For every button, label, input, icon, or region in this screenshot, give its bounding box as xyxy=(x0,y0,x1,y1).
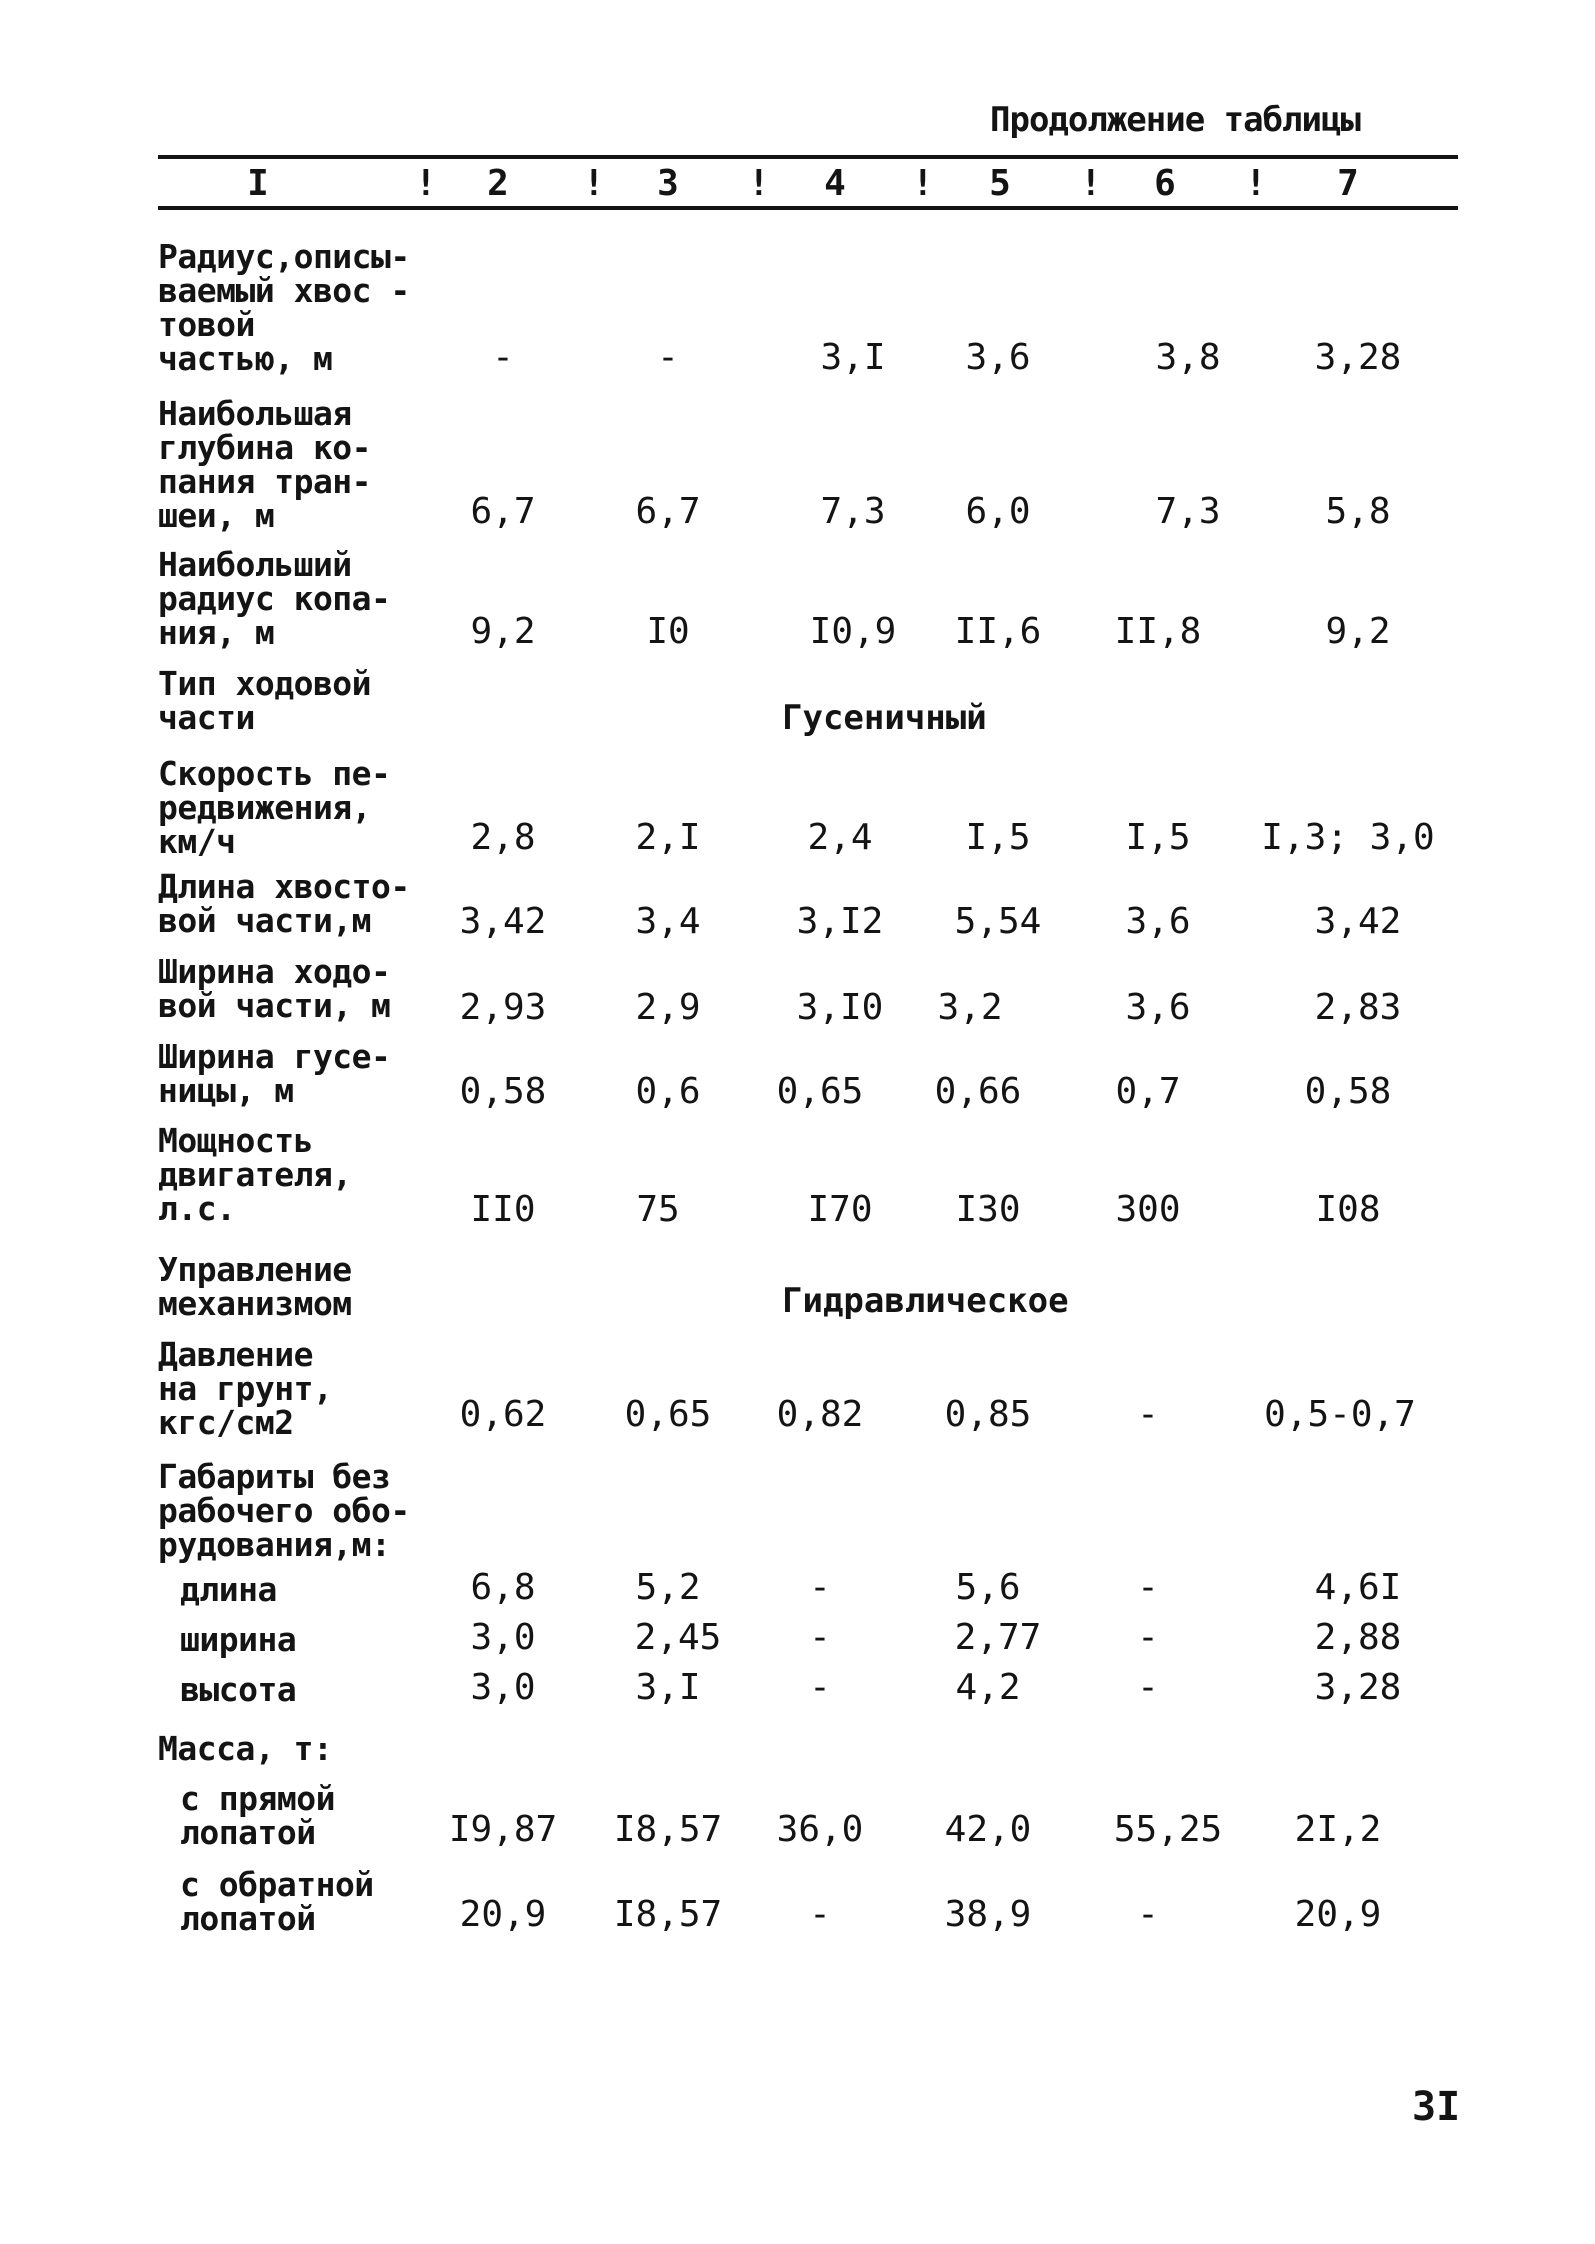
header-col-7: 7 xyxy=(1337,163,1359,204)
row-label: Скорость пе- редвижения, км/ч xyxy=(158,754,391,861)
table-cell: 6,7 xyxy=(470,491,536,532)
row-label: Ширина гусе- ницы, м xyxy=(158,1037,391,1110)
table-cell: 0,65 xyxy=(776,1071,864,1112)
table-cell: 3,I0 xyxy=(796,987,884,1028)
table-top-rule xyxy=(158,155,1458,159)
table-cell: 3,6 xyxy=(1125,987,1191,1028)
row-label: Наибольшая глубина ко- пания тран- шеи, м xyxy=(158,394,372,535)
row-label: Управление механизмом xyxy=(158,1250,352,1323)
table-cell: 2,I xyxy=(635,817,701,858)
table-cell: 0,58 xyxy=(459,1071,547,1112)
table-cell: 3,6 xyxy=(1125,901,1191,942)
table-cell: 7,3 xyxy=(1155,491,1221,532)
header-col-1: I xyxy=(247,163,269,204)
table-cell: II,8 xyxy=(1114,611,1202,652)
table-cell: 3,I xyxy=(820,337,886,378)
table-cell: - xyxy=(1137,1667,1159,1708)
table-cell: I08 xyxy=(1315,1189,1381,1230)
table-cell: 2I,2 xyxy=(1294,1809,1382,1850)
table-cell: 0,82 xyxy=(776,1394,864,1435)
header-separator: ! xyxy=(912,163,934,204)
row-label: Наибольший радиус копа- ния, м xyxy=(158,545,391,652)
row-label: Давление на грунт, кгс/см2 xyxy=(158,1335,333,1442)
row-label: с прямой лопатой xyxy=(180,1779,335,1852)
table-header-rule xyxy=(158,206,1458,210)
table-cell: 38,9 xyxy=(944,1894,1032,1935)
table-cell: - xyxy=(492,337,514,378)
header-separator: ! xyxy=(583,163,605,204)
table-cell: 0,6 xyxy=(635,1071,701,1112)
table-cell: - xyxy=(809,1667,831,1708)
table-cell: 0,65 xyxy=(624,1394,712,1435)
table-cell: - xyxy=(809,1894,831,1935)
table-cell: 36,0 xyxy=(776,1809,864,1850)
table-cell: 300 xyxy=(1115,1189,1181,1230)
table-cell: II0 xyxy=(470,1189,536,1230)
table-cell: 3,28 xyxy=(1314,1667,1402,1708)
table-cell: 2,45 xyxy=(634,1617,722,1658)
row-label: Длина хвосто- вой части,м xyxy=(158,867,410,940)
table-cell: - xyxy=(1137,1617,1159,1658)
table-cell: 3,4 xyxy=(635,901,701,942)
spanning-value: Гидравлическое xyxy=(782,1281,1069,1321)
header-separator: ! xyxy=(415,163,437,204)
table-cell: - xyxy=(809,1617,831,1658)
row-label: Мощность двигателя, л.с. xyxy=(158,1121,352,1228)
table-cell: 0,85 xyxy=(944,1394,1032,1435)
table-cell: 2,4 xyxy=(807,817,873,858)
table-cell: 3,28 xyxy=(1314,337,1402,378)
table-cell: I,5 xyxy=(1125,817,1191,858)
spanning-value: Гусеничный xyxy=(782,698,987,738)
table-cell: 0,7 xyxy=(1115,1071,1181,1112)
table-cell: 4,6I xyxy=(1314,1567,1402,1608)
table-cell: 55,25 xyxy=(1113,1809,1223,1850)
table-caption: Продолжение таблицы xyxy=(990,100,1360,140)
table-cell: I8,57 xyxy=(613,1894,723,1935)
table-cell: I0 xyxy=(646,611,690,652)
table-cell: I,5 xyxy=(965,817,1031,858)
row-label: Габариты без рабочего обо- рудования,м: xyxy=(158,1457,410,1564)
table-cell: 0,62 xyxy=(459,1394,547,1435)
row-label: длина xyxy=(180,1570,277,1609)
table-cell: II,6 xyxy=(954,611,1042,652)
header-col-5: 5 xyxy=(989,163,1011,204)
row-label: Радиус,описы- ваемый хвос - товой частью, м xyxy=(158,237,410,378)
table-cell: 6,8 xyxy=(470,1567,536,1608)
table-cell: 0,66 xyxy=(934,1071,1022,1112)
table-cell: 9,2 xyxy=(470,611,536,652)
table-cell: 0,5-0,7 xyxy=(1264,1394,1416,1435)
table-cell: 9,2 xyxy=(1325,611,1391,652)
row-label: Масса, т: xyxy=(158,1729,333,1768)
table-cell: 2,8 xyxy=(470,817,536,858)
header-col-6: 6 xyxy=(1154,163,1176,204)
row-label: Тип ходовой части xyxy=(158,664,372,737)
table-cell: I8,57 xyxy=(613,1809,723,1850)
row-label: высота xyxy=(180,1670,297,1709)
table-cell: 3,0 xyxy=(470,1667,536,1708)
table-cell: - xyxy=(809,1567,831,1608)
table-cell: 42,0 xyxy=(944,1809,1032,1850)
row-label: с обратной лопатой xyxy=(180,1865,374,1938)
table-cell: 2,93 xyxy=(459,987,547,1028)
table-cell: 5,54 xyxy=(954,901,1042,942)
table-cell: 2,83 xyxy=(1314,987,1402,1028)
table-cell: 3,0 xyxy=(470,1617,536,1658)
table-cell: 2,88 xyxy=(1314,1617,1402,1658)
page-number: 3I xyxy=(1412,2084,1461,2130)
table-cell: 5,6 xyxy=(955,1567,1021,1608)
table-cell: I30 xyxy=(955,1189,1021,1230)
table-cell: 3,2 xyxy=(937,987,1003,1028)
table-cell: I70 xyxy=(807,1189,873,1230)
table-cell: 75 xyxy=(636,1189,680,1230)
table-cell: 3,42 xyxy=(1314,901,1402,942)
table-cell: 3,6 xyxy=(965,337,1031,378)
header-col-2: 2 xyxy=(487,163,509,204)
table-cell: 5,2 xyxy=(635,1567,701,1608)
row-label: Ширина ходо- вой части, м xyxy=(158,952,391,1025)
table-cell: - xyxy=(657,337,679,378)
header-separator: ! xyxy=(1080,163,1102,204)
header-col-3: 3 xyxy=(657,163,679,204)
table-cell: - xyxy=(1137,1394,1159,1435)
table-cell: 6,0 xyxy=(965,491,1031,532)
table-cell: 2,9 xyxy=(635,987,701,1028)
table-cell: 3,I2 xyxy=(796,901,884,942)
table-cell: 7,3 xyxy=(820,491,886,532)
table-cell: 5,8 xyxy=(1325,491,1391,532)
table-cell: - xyxy=(1137,1567,1159,1608)
row-label: ширина xyxy=(180,1620,297,1659)
table-cell: 2,77 xyxy=(954,1617,1042,1658)
header-separator: ! xyxy=(748,163,770,204)
table-cell: 3,42 xyxy=(459,901,547,942)
header-col-4: 4 xyxy=(824,163,846,204)
table-cell: I0,9 xyxy=(809,611,897,652)
table-cell: 4,2 xyxy=(955,1667,1021,1708)
table-cell: I,3; 3,0 xyxy=(1261,817,1435,858)
table-cell: I9,87 xyxy=(448,1809,558,1850)
table-cell: 20,9 xyxy=(459,1894,547,1935)
table-cell: 3,8 xyxy=(1155,337,1221,378)
table-cell: 6,7 xyxy=(635,491,701,532)
table-cell: - xyxy=(1137,1894,1159,1935)
table-cell: 0,58 xyxy=(1304,1071,1392,1112)
table-cell: 20,9 xyxy=(1294,1894,1382,1935)
table-cell: 3,I xyxy=(635,1667,701,1708)
header-separator: ! xyxy=(1245,163,1267,204)
